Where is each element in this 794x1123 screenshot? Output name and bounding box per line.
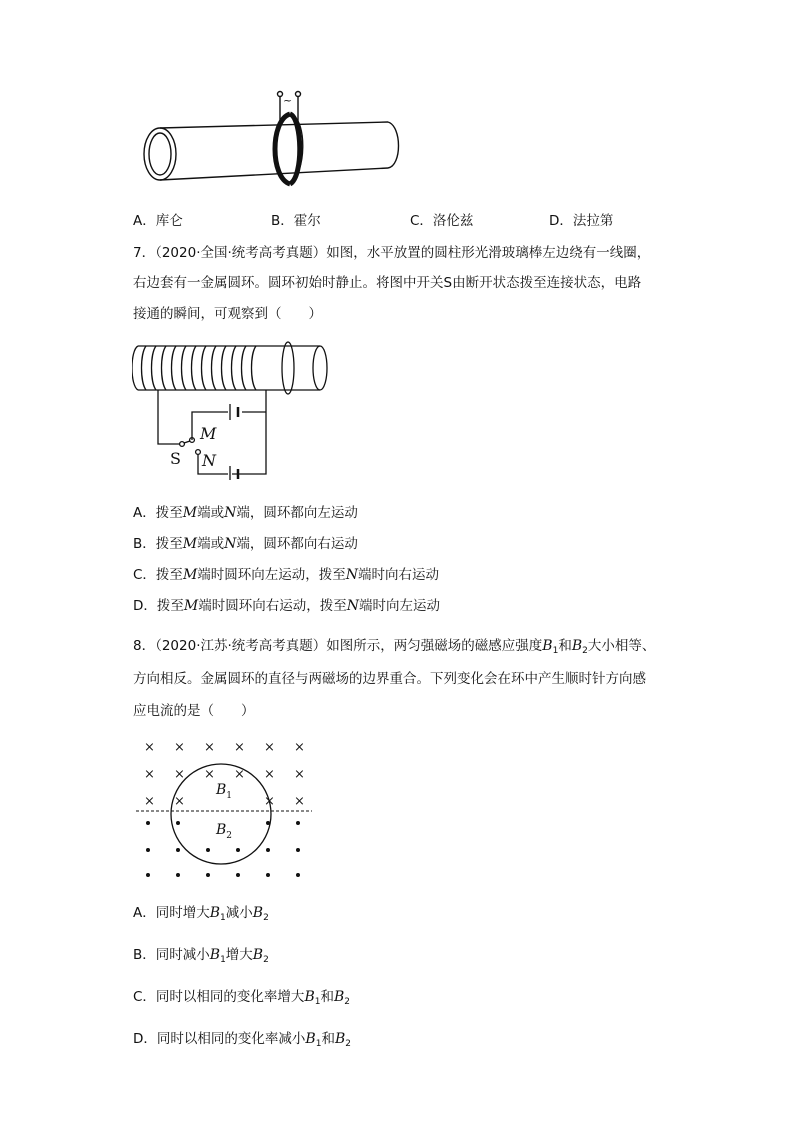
field-out-of-page-mark: [146, 821, 150, 825]
field-out-of-page-mark: [266, 848, 270, 852]
field-out-of-page-mark: [176, 873, 180, 877]
q7-stem-line3: 接通的瞬间，可观察到（ ）: [133, 306, 322, 322]
q8-stem-line3: 应电流的是（ ）: [133, 703, 255, 719]
field-out-of-page-mark: [236, 848, 240, 852]
q8-option-d: D．同时以相同的变化率减小$B_1$和$B_2$: [133, 1031, 351, 1049]
b2-label: $B_2$: [216, 822, 233, 841]
field-out-of-page-mark: [146, 848, 150, 852]
q8-figure-magnetic-fields: [136, 734, 316, 882]
q8-stem-line1: 8．（2020·江苏·统考高考真题）如图所示，两匀强磁场的磁感应强度$B_1$和$B_2$大小相等、: [133, 638, 656, 656]
field-out-of-page-mark: [296, 848, 300, 852]
field-into-page-mark: ×: [264, 740, 275, 755]
q8-option-c: C．同时以相同的变化率增大$B_1$和$B_2$: [133, 989, 350, 1007]
field-out-of-page-mark: [176, 848, 180, 852]
field-into-page-mark: ×: [294, 767, 305, 782]
q8-stem-line2: 方向相反。金属圆环的直径与两磁场的边界重合。下列变化会在环中产生顺时针方向感: [133, 671, 646, 687]
q6-option-b: B．霍尔: [271, 213, 321, 229]
field-into-page-mark: ×: [204, 740, 215, 755]
q7-stem-line2: 右边套有一金属圆环。圆环初始时静止。将图中开关S由断开状态拨至连接状态，电路: [133, 275, 642, 291]
q7-stem-line1: 7．（2020·全国·统考高考真题）如图，水平放置的圆柱形光滑玻璃棒左边绕有一线圈，: [133, 245, 651, 261]
field-into-page-mark: ×: [294, 740, 305, 755]
field-into-page-mark: ×: [144, 740, 155, 755]
field-out-of-page-mark: [206, 848, 210, 852]
ac-symbol: ~: [283, 94, 293, 107]
switch-label: S: [170, 449, 181, 468]
q7-figure-circuit: [132, 340, 332, 480]
field-into-page-mark: ×: [174, 767, 185, 782]
metal-ring: [171, 764, 271, 864]
field-into-page-mark: ×: [234, 767, 245, 782]
field-out-of-page-mark: [146, 873, 150, 877]
q7-option-b: B．拨至M端或N端，圆环都向右运动: [133, 536, 358, 552]
field-into-page-mark: ×: [204, 767, 215, 782]
field-out-of-page-mark: [296, 873, 300, 877]
q7-option-c: C．拨至M端时圆环向左运动，拨至N端时向右运动: [133, 567, 440, 583]
terminal-n-label: N: [202, 451, 216, 470]
field-into-page-mark: ×: [264, 767, 275, 782]
field-out-of-page-mark: [236, 873, 240, 877]
field-into-page-mark: ×: [144, 767, 155, 782]
terminal-m-label: M: [200, 424, 217, 443]
q8-option-b: B．同时减小$B_1$增大$B_2$: [133, 947, 269, 965]
field-out-of-page-mark: [266, 873, 270, 877]
field-into-page-mark: ×: [294, 794, 305, 809]
field-into-page-mark: ×: [234, 740, 245, 755]
field-into-page-mark: ×: [264, 794, 275, 809]
field-into-page-mark: ×: [144, 794, 155, 809]
q6-option-a: A．库仑: [133, 213, 183, 229]
q6-option-c: C．洛伦兹: [410, 213, 474, 229]
q7-option-d: D．拨至M端时圆环向右运动，拨至N端时向左运动: [133, 598, 440, 614]
q7-option-a: A．拨至M端或N端，圆环都向左运动: [133, 505, 358, 521]
field-out-of-page-mark: [176, 821, 180, 825]
field-into-page-mark: ×: [174, 794, 185, 809]
q6-figure-rod-ring: [140, 88, 405, 193]
field-into-page-mark: ×: [174, 740, 185, 755]
q8-option-a: A．同时增大$B_1$减小$B_2$: [133, 905, 269, 923]
q6-option-d: D．法拉第: [549, 213, 614, 229]
b1-label: $B_1$: [216, 782, 233, 801]
field-out-of-page-mark: [296, 821, 300, 825]
field-out-of-page-mark: [206, 873, 210, 877]
